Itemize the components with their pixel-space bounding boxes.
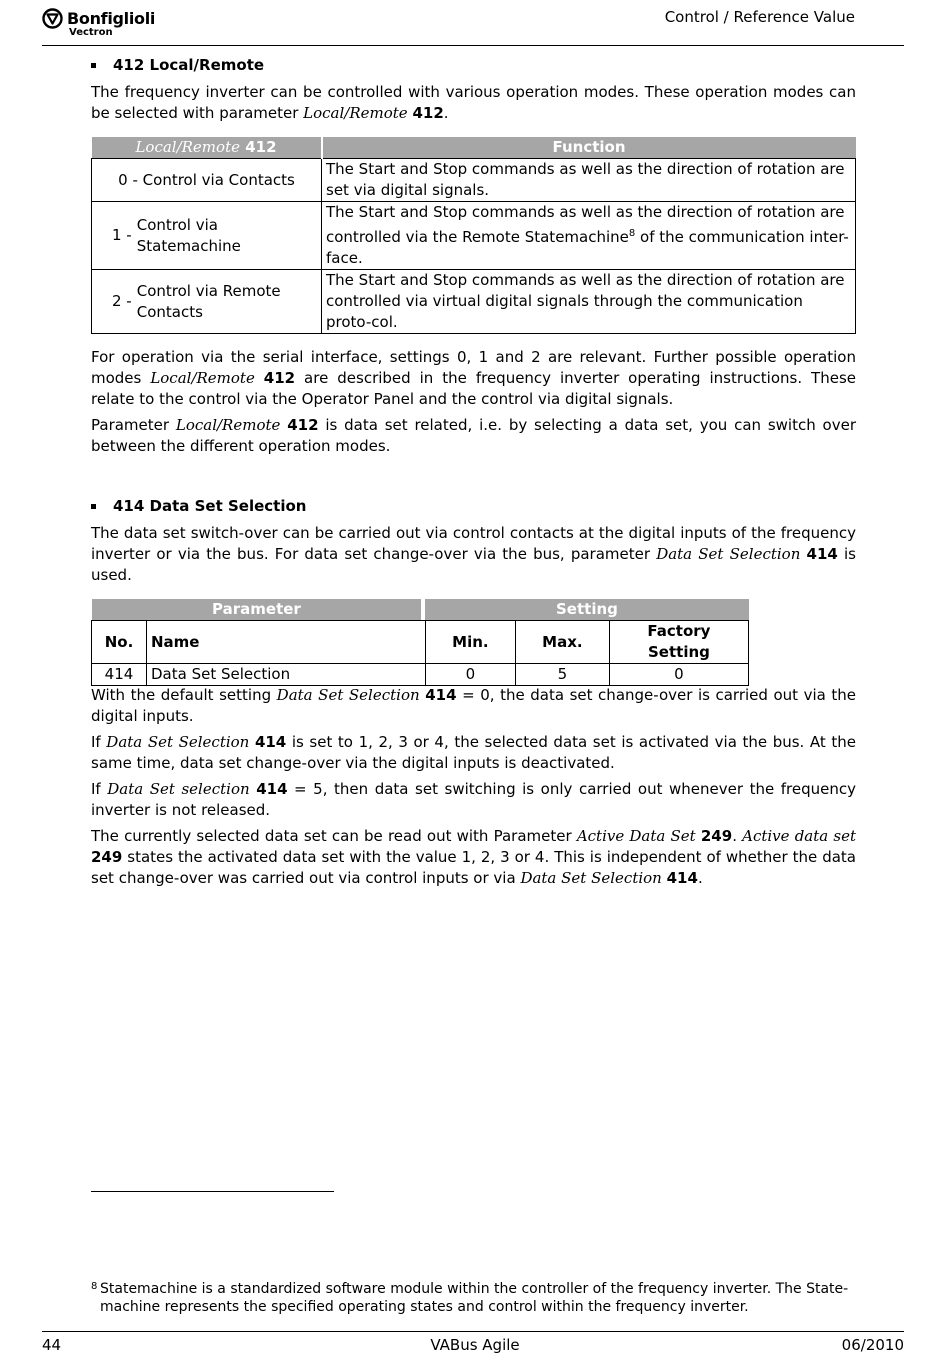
footnote-ref: 8 <box>628 228 636 239</box>
heading-414 <box>91 496 856 517</box>
table-header-function: Function <box>322 137 856 159</box>
param-number: 414 <box>254 733 287 751</box>
brand-logo <box>42 8 155 38</box>
mode-cell <box>92 270 322 334</box>
cell-min: 0 <box>425 664 515 686</box>
param-number: 412 <box>287 416 319 434</box>
col-name: Name <box>147 621 426 664</box>
mode-label: Control via Remote Contacts <box>136 281 281 321</box>
param-name: Local/Remote <box>303 104 408 122</box>
param-name: Active Data Set <box>576 827 696 845</box>
col-max: Max. <box>515 621 609 664</box>
brand-subname: Vectron <box>69 27 113 38</box>
bullet-square-icon <box>91 63 96 68</box>
text-run: The data set switch-over can be carried out via control contacts at the digital inputs of the frequency inverter or via the bus. For data set change-over via the bus, parameter <box>91 524 856 563</box>
document-date: 06/2010 <box>841 1336 904 1354</box>
text-run: The Start and Stop commands as well as the direction of rotation are controlled via the Remote Statemachine <box>326 203 845 246</box>
paragraph <box>91 347 856 410</box>
page-number: 44 <box>42 1336 62 1354</box>
paragraph <box>91 685 856 727</box>
table-group-parameter: Parameter <box>92 599 422 621</box>
param-name: Data Set Selection <box>106 733 250 751</box>
mode-label: Control via Contacts <box>142 170 295 189</box>
cell-max: 5 <box>515 664 609 686</box>
intro-414 <box>91 523 856 586</box>
section-title: Control / Reference Value <box>664 8 855 26</box>
param-name: Data Set selection <box>107 780 250 798</box>
param-number: 249 <box>91 848 123 866</box>
text-run: Parameter <box>91 416 176 434</box>
text-run: is data set related, i.e. by selecting a data set, you can switch over between the different operation modes. <box>91 416 856 455</box>
bonfiglioli-logo-icon <box>42 8 63 29</box>
paragraph <box>91 732 856 774</box>
param-name: Data Set Selection <box>656 545 801 563</box>
footer-divider <box>42 1331 904 1332</box>
text-run: is set to 1, 2, 3 or 4, the selected data set is activated via the bus. At the same time, data set change-over via the digital inputs is deactivated. <box>91 733 856 772</box>
text-run: are described in the frequency inverter operating instructions. These relate to the control via the Operator Panel and the control via digital signals. <box>91 369 856 408</box>
param-name: Active data set <box>742 827 856 845</box>
text-run: The frequency inverter can be controlled with various operation modes. These operation modes can be selected with parameter <box>91 83 856 122</box>
cell-name: Data Set Selection <box>147 664 426 686</box>
function-cell <box>322 202 856 270</box>
param-number: 412 <box>245 138 277 156</box>
text-run: . <box>732 827 743 845</box>
text-run: With the default setting <box>91 686 277 704</box>
table-row <box>92 159 856 202</box>
cell-no: 414 <box>92 664 147 686</box>
param-number: 249 <box>700 827 733 845</box>
param-number: 414 <box>806 545 838 563</box>
heading-414-text: 414 Data Set Selection <box>113 497 307 515</box>
table-header-param <box>92 137 322 159</box>
text-run: If <box>91 733 107 751</box>
param-name: Data Set Selection <box>520 869 662 887</box>
cell-factory: 0 <box>609 664 748 686</box>
text-run: = 0, the data set change-over is carried out via the digital inputs. <box>91 686 857 725</box>
section-412-body <box>91 347 856 457</box>
table-group-setting: Setting <box>425 599 748 621</box>
header-divider <box>42 45 904 46</box>
footnote-mark: 8 <box>91 1281 98 1292</box>
data-set-selection-table <box>91 599 749 686</box>
mode-number: 1 - <box>112 226 132 244</box>
text-run: . <box>443 104 449 122</box>
param-number: 412 <box>263 369 296 387</box>
mode-cell <box>92 202 322 270</box>
paragraph <box>91 415 856 457</box>
param-number: 412 <box>412 104 444 122</box>
table-row <box>92 202 856 270</box>
mode-number: 0 - <box>118 170 138 189</box>
col-no: No. <box>92 621 147 664</box>
table-header-row <box>92 621 749 664</box>
local-remote-table <box>91 137 856 334</box>
document-name: VABus Agile <box>430 1336 520 1354</box>
brand-name: Bonfiglioli <box>67 9 156 28</box>
text-run: For operation via the serial interface, settings 0, 1 and 2 are relevant. Further possible operation modes <box>91 348 856 387</box>
bullet-square-icon <box>91 504 96 509</box>
text-run: If <box>91 780 108 798</box>
text-run: states the activated data set with the value 1, 2, 3 or 4. This is independent of whether the data set change-over was carried out via control inputs or via <box>91 848 856 887</box>
footnote-text: Statemachine is a standardized software module within the controller of the frequency inverter. The State-machine represents the specified operating states and control within the frequency inverter. <box>100 1281 849 1315</box>
footnote <box>91 1280 851 1316</box>
heading-412-text: 412 Local/Remote <box>113 56 265 74</box>
paragraph <box>91 826 856 889</box>
param-name: Data Set Selection <box>276 686 420 704</box>
section-414 <box>91 496 856 586</box>
col-min: Min. <box>425 621 515 664</box>
param-number: 414 <box>425 686 457 704</box>
intro-412 <box>91 82 856 124</box>
mode-cell <box>92 159 322 202</box>
footnote-divider <box>91 1191 334 1192</box>
section-412 <box>91 55 856 124</box>
text-run: of the communication inter-face. <box>326 228 849 267</box>
table-row <box>92 270 856 334</box>
param-name: Local/Remote <box>135 138 240 156</box>
mode-label: Control via Statemachine <box>136 215 241 255</box>
param-number: 414 <box>666 869 698 887</box>
function-cell: The Start and Stop commands as well as the direction of rotation are controlled via virtual digital signals through the communication proto-col. <box>322 270 856 334</box>
param-number: 414 <box>256 780 288 798</box>
text-run: . <box>697 869 703 887</box>
function-cell: The Start and Stop commands as well as the direction of rotation are set via digital signals. <box>322 159 856 202</box>
param-name: Local/Remote <box>150 369 255 387</box>
text-run: The currently selected data set can be read out with Parameter <box>91 827 577 845</box>
text-run: is used. <box>91 545 856 584</box>
col-factory: Factory Setting <box>609 621 748 664</box>
section-414-body <box>91 685 856 889</box>
param-name: Local/Remote <box>175 416 281 434</box>
table-row <box>92 664 749 686</box>
mode-number: 2 - <box>112 292 132 310</box>
heading-412 <box>91 55 856 76</box>
text-run: = 5, then data set switching is only carried out whenever the frequency inverter is not released. <box>91 780 856 819</box>
paragraph <box>91 779 856 821</box>
